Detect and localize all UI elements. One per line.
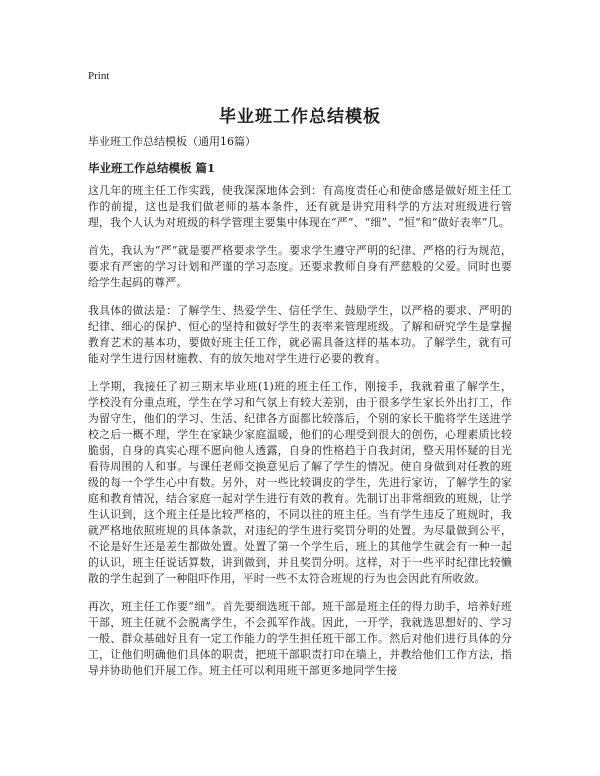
paragraph: 这几年的班主任工作实践，使我深深地体会到：有高度责任心和使命感是做好班主任工作的前提，这也是我们做老师的基本条件，还有就是讲究用科学的方法对班级进行管理，我个人认为对班级的科学管理主要集中体现在“严”、“细”、“恒”和“做好表率”几。 [88,184,512,229]
section-heading: 毕业班工作总结模板 篇1 [88,161,216,175]
document-title: 毕业班工作总结模板 [219,107,381,127]
paragraph: 首先，我认为“严”就是要严格要求学生。要求学生遵守严明的纪律、严格的行为规范，要求有严密的学习计划和严谨的学习态度。还要求教师自身有严慈般的父爱。同时也要给学生起码的尊严。 [88,244,512,289]
paragraph: 上学期，我接任了初三期末毕业班(1)班的班主任工作，刚接手，我就着重了解学生，学校没有分重点班，学生在学习和气氛上有较大差别，由于很多学生家长外出打工，作为留守生，他们的学习、生活、纪律各方面都比较落后，个别的家长干脆将学生送进学校之后一概不理，学生在家缺少家庭温暖，他们的心理受到很大的创伤，心理素质比较脆弱，自身的真实心理不愿向他人透露，自身的性格趋于自我封闭，整天用怀疑的目光看待周围的人和事。与课任老师交换意见后了解了学生的情况。使自身做到对任教的班级的每一个学生心中有数。另外，对一些比较调皮的学生，先进行家访，了解学生的家庭和教育情况，结合家庭一起对学生进行有效的教育。先制订出非常细致的班规，让学生认识到，这个班主任是比较严格的，不同以往的班主任。当有学生违反了班规时，我就严格地依照班规的具体条款，对违纪的学生进行奖罚分明的处置。为尽量做到公平，不论是好生还是差生都做处置。处置了第一个学生后，班上的其他学生就会有一种一起的认识，班主任说话算数，讲到做到，并且奖罚分明。这样，对于一些平时纪律比较懒散的学生起到了一种阻吓作用，平时一些不太符合班规的行为也会因此有所收敛。 [88,380,512,585]
print-link[interactable]: Print [88,70,110,82]
document-body [88,183,512,691]
paragraph: 我具体的做法是：了解学生、热爱学生、信任学生、鼓励学生，以严格的要求、严明的纪律、细心的保护、恒心的坚持和做好学生的表率来管理班级。了解和研究学生是掌握教育艺术的基本功，要做好班主任工作，就必需具备这样的基本功。了解学生，就有可能对学生进行因材施教、有的放矢地对学生进行必要的教育。 [88,304,512,365]
document-subtitle: 毕业班工作总结模板（通用16篇） [88,135,256,148]
paragraph: 再次，班主任工作要“细”。首先要细选班干部。班干部是班主任的得力助手，培养好班干部，班主任就不会脱离学生，不会孤军作战。因此，一开学，我就选思想好的、学习一般、群众基础好且有一定工作能力的学生担任班干部工作。然后对他们进行具体的分工，让他们明确他们具体的职责，把班干部职责打印在墙上，并教给他们工作方法，指导并协助他们开展工作。班主任可以利用班干部更多地同学生接 [88,600,512,677]
